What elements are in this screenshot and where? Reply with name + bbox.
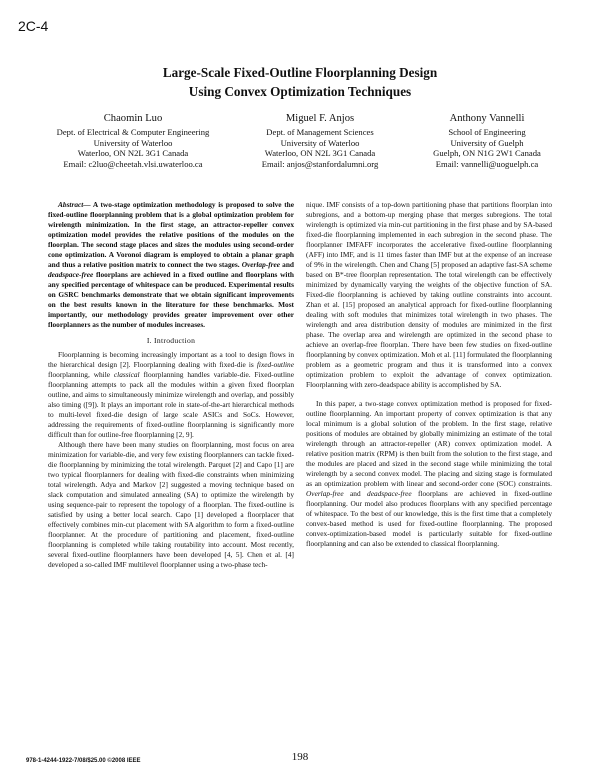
left-column: [48, 200, 294, 570]
author-block-3: [387, 112, 587, 169]
paper-title-line-1: Large-Scale Fixed-Outline Floorplanning Design: [162, 65, 438, 80]
intro-paragraph-2-cont: nique. IMF consists of a top-down partitioning phase that partitions floorplan into subregions, and a bottom-up merging phase that merges subregions. The total wirelength is optimized via min-cut partitioning in the first phase and by SA-based fixed-die floorplanning implemented in each subregion in the second phase. The floorplanner IMFAFF incorporates the accelerative fixed-outline floorplanning (AFF) into IMF, and is 11 times faster than IMF but at the expense of an increase of 9% in the wirelength. Chen and Chang [5] proposed an adaptive fast-SA scheme based on B*-tree floorplan representation. The total wirelength can be effectively minimized by dynamically varying the weights of the objective function of SA. Fixed-die floorplanning is achieved by taking outline constraints into account. Zhan et al. [15] proposed an analytical approach for fixed-outline floorplanning dealing with soft modules that minimizes total wirelength in two phases. The wirelength and area distribution density of modules are minimized in the first phase. The overlap area and wirelength are optimized in the second phase to achieve an overlap-free floorplan. There have been few studies on fixed-outline floorplanning by convex optimization. Moh et al. [11] formulated the floorplanning problem as a geometric program and thus it is transformed into a convex optimization problem to exploit the advantage of convex optimization. Floorplanning with zero-deadspace ability is accomplished by SA.: [306, 200, 552, 389]
session-label: 2C-4: [18, 18, 49, 34]
section-heading: I. Introduction: [146, 336, 196, 345]
author-email: Email: anjos@stanfordalumni.org: [261, 158, 379, 169]
page-number: 198: [291, 751, 309, 763]
author-email: Email: c2luo@cheetah.vlsi.uwaterloo.ca: [63, 158, 203, 169]
paper-title-line-2: Using Convex Optimization Techniques: [188, 84, 412, 99]
author-dept: School of Engineering: [448, 127, 526, 137]
abstract-text: floorplans are achieved in a fixed outline and floorplans with any specified percentage of whitespace can be produced. Experimental results on GSRC benchmarks demonstrate that we obtain significant improvements on the best results known in the literature for these benchmarks. Most importantly, our methodology provides greater improvement over other floorplanners as the number of modules increases.: [48, 270, 294, 329]
author-name: Chaomin Luo: [103, 113, 163, 124]
author-addr: Waterloo, ON N2L 3G1 Canada: [264, 148, 376, 159]
author-email: Email: vannelli@uoguelph.ca: [435, 158, 539, 169]
abstract-lead: Abstract—: [58, 200, 91, 209]
author-name: Anthony Vannelli: [449, 113, 525, 124]
intro-paragraph-3: In this paper, a two-stage convex optimization method is proposed for fixed-outline floorplanning. An important property of convex optimization is that any local minimum is a global solution of the problem. In the first stage, relative positions of modules are obtained by globally minimizing an estimate of the total wirelength through an attractor-repeller (AR) convex optimization model. A relative position matrix (RPM) is then built from the solution to the first stage, and the modules are placed and sized in the second stage while minimizing the total wirelength by a second convex model. The placing and sizing stage is formulated as an optimization problem with linear and second-order cone (SOC) constraints. Overlap-free and deadspace-free floorplans are achieved in fixed-outline floorplanning. Our model also produces floorplans with any specified percentage of whitespace. To the best of our knowledge, this is the first time that a completely convex-based method is used for fixed-outline floorplanning. The proposed convex-optimization-based model is particularly suitable for fixed-outline floorplanning and can also be extended to classical floorplanning.: [306, 399, 552, 548]
intro-paragraph-2: Although there have been many studies on floorplanning, most focus on area minimization for variable-die, and very few existing floorplanners can tackle fixed-die floorplanning by minimizing the total wirelength. Parquet [2] and Capo [1] are two typical floorplanners for dealing with fixed-die constraints when minimizing total wirelength. Adya and Markov [2] suggested a moving technique based on slack computation and simulated annealing (SA) to optimize the wirelength by using sequence-pair to represent the topology of a floorplan. The fixed-outline is satisfied by using a better local search. Capo [1] developed a floorplacer that effectively combines min-cut placement with SA algorithm to form a fixed-outline floorplanner. At the procedure of partitioning and placement, fixed-outline floorplanning is completed while taking routability into account. Most recently, several fixed-outline floorplanners have been developed [4, 5]. Chen et al. [4] developed a so-called IMF multilevel floorplanner using a two-phase tech-: [48, 440, 294, 569]
right-column: [306, 200, 552, 549]
abstract-emphasis: Overlap-free: [241, 260, 281, 269]
author-univ: University of Waterloo: [93, 137, 173, 148]
abstract-emphasis: deadspace-free: [48, 270, 94, 279]
author-block-1: [33, 112, 233, 169]
abstract-text: and: [280, 260, 294, 269]
author-addr: Guelph, ON N1G 2W1 Canada: [433, 148, 541, 159]
author-name: Miguel F. Anjos: [285, 113, 355, 124]
author-dept: Dept. of Electrical & Computer Engineering: [56, 127, 210, 137]
abstract: [48, 200, 294, 330]
author-addr: Waterloo, ON N2L 3G1 Canada: [77, 148, 189, 159]
author-dept: Dept. of Management Sciences: [266, 127, 374, 137]
author-univ: University of Waterloo: [280, 137, 360, 148]
isbn-footer: 978-1-4244-1922-7/08/$25.00 ©2008 IEEE: [26, 758, 141, 764]
intro-paragraph-1: Floorplanning is becoming increasingly important as a tool to design flows in the hierarchical design [2]. Floorplanning dealing with fixed-die is fixed-outline floorplanning, while classical floorplanning handles variable-die. Fixed-outline floorplanning attempts to pack all the modules within a given fixed floorplan outline, and aims to simultaneously minimize wirelength and overlap, and possibly also timing ([9]). It plays an important role in state-of-the-art hierarchical methods to multi-level fixed-die design of large scale ASICs and SoCs. However, addressing the requirements of fixed-outline floorplanning is significantly more difficult than for outline-free floorplanning [2, 9].: [48, 350, 294, 439]
author-univ: University of Guelph: [450, 137, 524, 148]
abstract-text: A two-stage optimization methodology is proposed to solve the fixed-outline floorplanning problem that is a global optimization problem for wirelength minimization. In the first stage, an attractor-repeller convex optimization model provides the relative positions of the modules on the floorplan. The second stage places and sizes the modules using second-order cone optimization. A Voronoi diagram is employed to obtain a planar graph and thus a relative position matrix to connect the two stages.: [48, 200, 294, 269]
